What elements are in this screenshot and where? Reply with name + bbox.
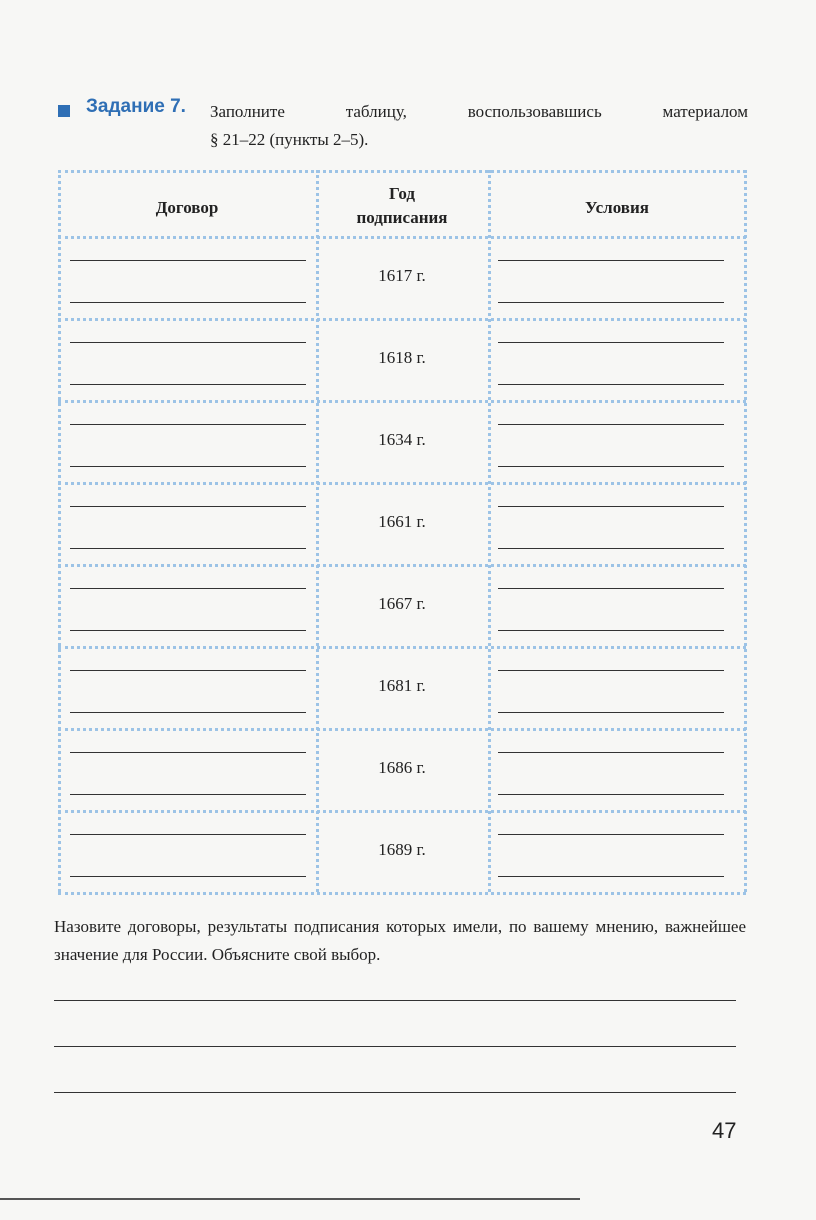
treaty-write-line[interactable] (70, 506, 306, 507)
treaty-table (58, 170, 746, 888)
treaty-write-line[interactable] (70, 424, 306, 425)
answer-line[interactable] (54, 1092, 736, 1093)
table-row (58, 564, 746, 646)
year-cell: 1661 г. (378, 512, 426, 531)
header-year-line-2: подписания (356, 208, 448, 227)
conditions-write-line[interactable] (498, 712, 724, 713)
treaty-write-line[interactable] (70, 794, 306, 795)
conditions-write-line[interactable] (498, 384, 724, 385)
answer-line[interactable] (54, 1000, 736, 1001)
year-cell: 1681 г. (378, 676, 426, 695)
year-cell: 1634 г. (378, 430, 426, 449)
table-row (58, 400, 746, 482)
table-rule-vertical (488, 170, 491, 892)
header-year (316, 182, 488, 230)
conditions-write-line[interactable] (498, 588, 724, 589)
header-year-line-1: Год (389, 184, 415, 203)
treaty-write-line[interactable] (70, 588, 306, 589)
table-row (58, 482, 746, 564)
conditions-write-line[interactable] (498, 342, 724, 343)
treaty-write-line[interactable] (70, 260, 306, 261)
header-conditions: Условия (585, 198, 649, 217)
task-bullet-square-icon (58, 105, 70, 117)
table-rule-horizontal (58, 728, 746, 731)
task-label: Задание 7. (86, 96, 186, 117)
table-rule-vertical (744, 170, 747, 892)
conditions-write-line[interactable] (498, 466, 724, 467)
task-instruction-line-2: § 21–22 (пункты 2–5). (210, 130, 369, 149)
footer-rule (0, 1198, 580, 1200)
table-row (58, 236, 746, 318)
table-rule-vertical (316, 170, 319, 892)
treaty-write-line[interactable] (70, 384, 306, 385)
year-cell: 1617 г. (378, 266, 426, 285)
conditions-write-line[interactable] (498, 834, 724, 835)
header-treaty: Договор (155, 198, 219, 217)
table-row (58, 728, 746, 810)
table-rule-horizontal (58, 892, 746, 895)
conditions-write-line[interactable] (498, 260, 724, 261)
treaty-write-line[interactable] (70, 466, 306, 467)
question-text: Назовите договоры, результаты подписания которых имели, по вашему мнению, важнейшее значение для России. Объясните свой выбор. (54, 917, 746, 964)
table-rule-vertical (58, 170, 61, 892)
table-rule-horizontal (58, 400, 746, 403)
table-rule-horizontal (58, 170, 746, 173)
treaty-write-line[interactable] (70, 876, 306, 877)
page-number: 47 (712, 1118, 737, 1143)
conditions-write-line[interactable] (498, 424, 724, 425)
year-cell: 1686 г. (378, 758, 426, 777)
table-rule-horizontal (58, 646, 746, 649)
treaty-write-line[interactable] (70, 342, 306, 343)
treaty-write-line[interactable] (70, 670, 306, 671)
conditions-write-line[interactable] (498, 548, 724, 549)
table-row (58, 318, 746, 400)
table-rule-horizontal (58, 236, 746, 239)
conditions-write-line[interactable] (498, 506, 724, 507)
treaty-write-line[interactable] (70, 548, 306, 549)
year-cell: 1618 г. (378, 348, 426, 367)
table-rule-horizontal (58, 318, 746, 321)
treaty-write-line[interactable] (70, 752, 306, 753)
table-rule-horizontal (58, 810, 746, 813)
year-cell: 1667 г. (378, 594, 426, 613)
table-row (58, 810, 746, 892)
treaty-write-line[interactable] (70, 630, 306, 631)
table-rule-horizontal (58, 482, 746, 485)
treaty-write-line[interactable] (70, 834, 306, 835)
conditions-write-line[interactable] (498, 670, 724, 671)
conditions-write-line[interactable] (498, 752, 724, 753)
answer-line[interactable] (54, 1046, 736, 1047)
task-instruction-line-1: Заполните таблицу, воспользовавшись материалом (210, 102, 748, 121)
year-cell: 1689 г. (378, 840, 426, 859)
treaty-write-line[interactable] (70, 712, 306, 713)
conditions-write-line[interactable] (498, 876, 724, 877)
table-row (58, 646, 746, 728)
conditions-write-line[interactable] (498, 630, 724, 631)
treaty-write-line[interactable] (70, 302, 306, 303)
conditions-write-line[interactable] (498, 302, 724, 303)
conditions-write-line[interactable] (498, 794, 724, 795)
table-rule-horizontal (58, 564, 746, 567)
